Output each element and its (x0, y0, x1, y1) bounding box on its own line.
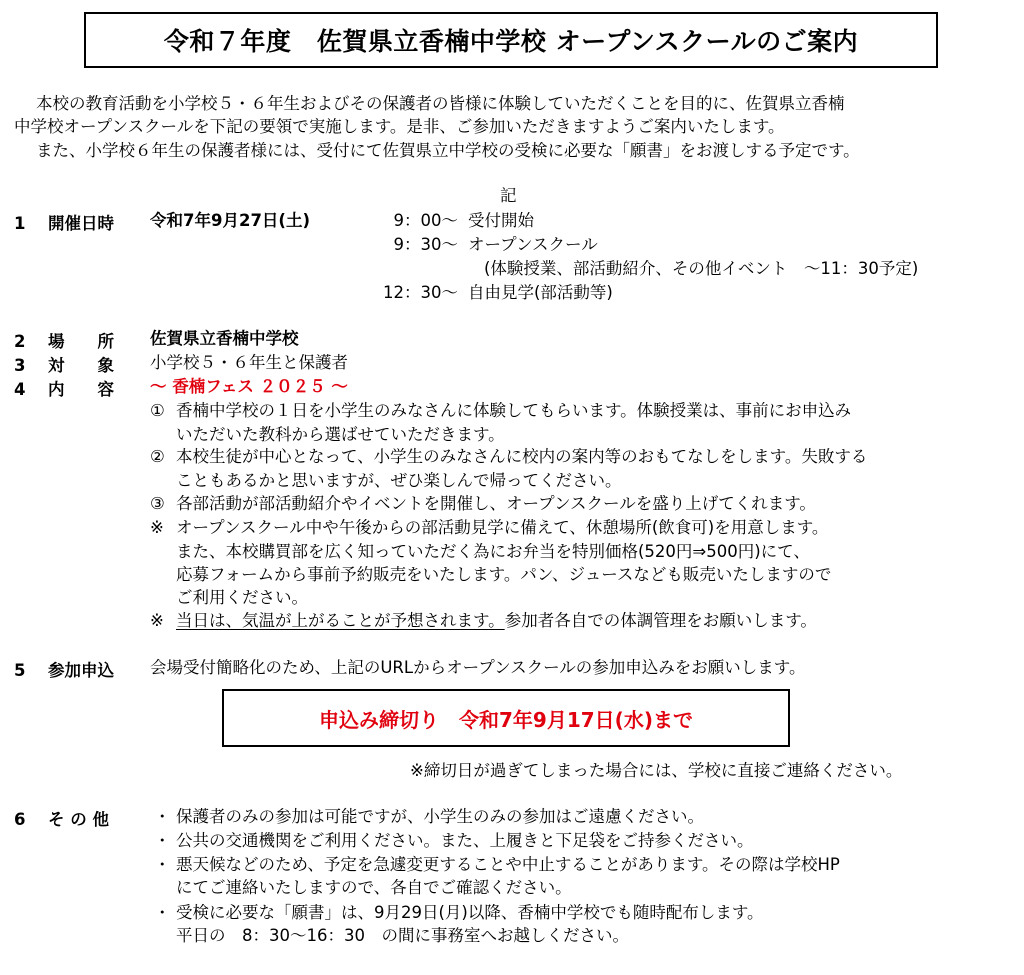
bullet-dot-1: ・ (154, 807, 171, 826)
item1-mark: ① (150, 401, 165, 420)
item4-line2: また、本校購買部を広く知っていただく為にお弁当を特別価格(520円⇒500円)にて、 (176, 542, 810, 561)
title-box (84, 12, 938, 68)
item4-line3: 応募フォームから事前予約販売をいたします。パン、ジュースなども販売いたしますので (176, 565, 832, 584)
ki-marker: 記 (500, 186, 517, 205)
schedule-event-1: 受付開始 (468, 211, 534, 230)
section6-number: 6 (14, 810, 26, 829)
section1-label: 開催日時 (48, 214, 114, 233)
deadline-box (222, 689, 790, 747)
schedule-time-2: 9：30～ (393, 235, 458, 254)
section2-value: 佐賀県立香楠中学校 (150, 329, 299, 348)
schedule-event-2: オープンスクール (468, 235, 598, 254)
schedule-time-1: 9：00～ (393, 211, 458, 230)
deadline-note: ※締切日が過ぎてしまった場合には、学校に直接ご連絡ください。 (410, 761, 903, 780)
bullet-dot-4: ・ (154, 903, 171, 922)
section2-heading (14, 328, 132, 352)
item4-mark: ※ (150, 518, 164, 537)
deadline-text: 申込み締切り 令和7年9月17日(水)まで (319, 707, 693, 732)
bullet4-line2: 平日の 8：30～16：30 の間に事務室へお越しください。 (176, 926, 629, 945)
intro-line-1: 本校の教育活動を小学校５・６年生およびその保護者の皆様に体験していただくことを目的に、佐賀県立香楠 (36, 94, 845, 113)
item3-mark: ③ (150, 494, 165, 513)
bullet-dot-3: ・ (154, 855, 171, 874)
fes-headline: ～ 香楠フェス ２０２５ ～ (150, 377, 348, 396)
section1-heading (14, 210, 132, 234)
section5-heading (14, 657, 132, 681)
section3-heading (14, 352, 132, 376)
section4-label: 内 容 (48, 380, 114, 399)
bullet1-line1: 保護者のみの参加は可能ですが、小学生のみの参加はご遠慮ください。 (176, 807, 704, 826)
bullet3-line2: にてご連絡いたしますので、各自でご確認ください。 (176, 878, 572, 897)
section6-heading (14, 806, 132, 830)
section1-number: 1 (14, 214, 26, 233)
bullet-dot-2: ・ (154, 831, 171, 850)
schedule-time-3: 12：30～ (383, 283, 458, 302)
note-rest: 参加者各自での体調管理をお願いします。 (504, 611, 817, 630)
item2-mark: ② (150, 447, 165, 466)
section3-value: 小学校５・６年生と保護者 (150, 353, 348, 372)
item2-line2: こともあるかと思いますが、ぜひ楽しんで帰ってください。 (176, 471, 622, 490)
section1-date: 令和7年9月27日(土) (150, 211, 311, 230)
note-underlined: 当日は、気温が上がることが予想されます。 (176, 611, 505, 630)
item4-line4: ご利用ください。 (176, 588, 308, 607)
item1-line2: いただいた教科から選ばせていただきます。 (176, 425, 505, 444)
intro-line-3: また、小学校６年生の保護者様には、受付にて佐賀県立中学校の受検に必要な「願書」をお渡しする予定です。 (36, 141, 860, 160)
bullet3-line1: 悪天候などのため、予定を急遽変更することや中止することがあります。その際は学校HP (176, 855, 840, 874)
section4-heading (14, 376, 132, 400)
page-title: 令和７年度 佐賀県立香楠中学校 オープンスクールのご案内 (163, 27, 859, 56)
item4-line1: オープンスクール中や午後からの部活動見学に備えて、休憩場所(飲食可)を用意します。 (176, 518, 829, 537)
section2-number: 2 (14, 332, 26, 351)
schedule-detail: (体験授業、部活動紹介、その他イベント ～11：30予定) (484, 259, 919, 278)
section6-label: そ の 他 (48, 810, 109, 829)
item2-line1: 本校生徒が中心となって、小学生のみなさんに校内の案内等のおもてなしをします。失敗する (176, 447, 868, 466)
section5-label: 参加申込 (48, 661, 114, 680)
section3-number: 3 (14, 356, 26, 375)
item1-line1: 香楠中学校の１日を小学生のみなさんに体験してもらいます。体験授業は、事前にお申込み (176, 401, 852, 420)
note-line (176, 610, 817, 632)
bullet4-line1: 受検に必要な「願書」は、9月29日(月)以降、香楠中学校でも随時配布します。 (176, 903, 764, 922)
section5-number: 5 (14, 661, 26, 680)
schedule-event-3: 自由見学(部活動等) (468, 283, 613, 302)
section2-label: 場 所 (48, 332, 114, 351)
intro-line-2: 中学校オープンスクールを下記の要領で実施します。是非、ご参加いただきますようご案内いたします。 (14, 117, 785, 136)
section5-value: 会場受付簡略化のため、上記のURLからオープンスクールの参加申込みをお願いします。 (150, 658, 806, 677)
bullet2-line1: 公共の交通機関をご利用ください。また、上履きと下足袋をご持参ください。 (176, 831, 754, 850)
section4-number: 4 (14, 380, 26, 399)
item3-line1: 各部活動が部活動紹介やイベントを開催し、オープンスクールを盛り上げてくれます。 (176, 494, 816, 513)
section3-label: 対 象 (48, 356, 114, 375)
note-mark: ※ (150, 611, 164, 630)
